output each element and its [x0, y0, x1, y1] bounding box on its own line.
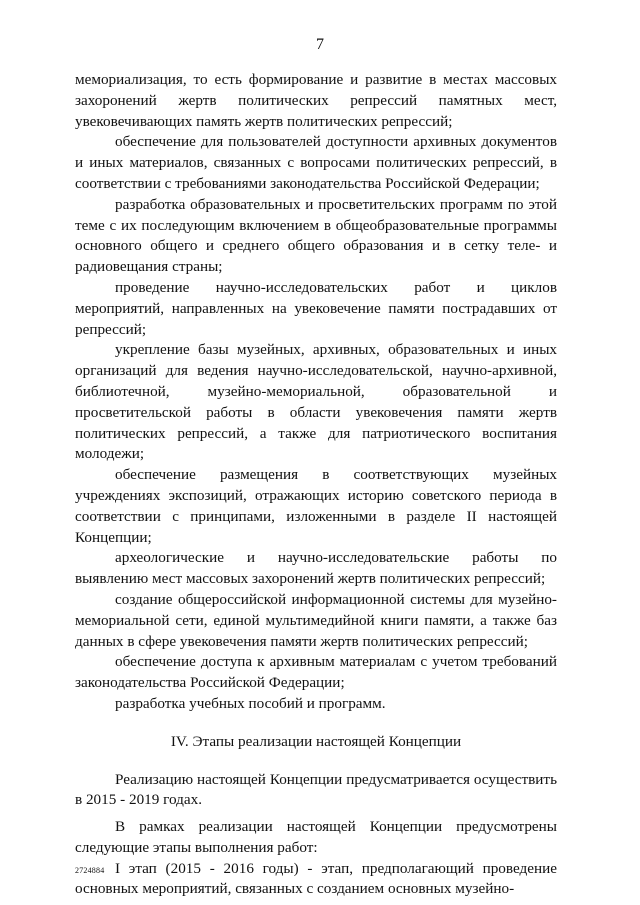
paragraph: разработка образовательных и просветительских программ по этой теме с их последующим включением в общеобразовательные программы основного общего и среднего общего образования и в сетку теле- и радиовещания страны;: [75, 195, 557, 276]
paragraph: обеспечение для пользователей доступности архивных документов и иных материалов, связанных с вопросами политических репрессий, в соответствии с требованиями законодательства Российской Федерации;: [75, 133, 557, 192]
paragraph: археологические и научно-исследовательские работы по выявлению мест массовых захоронений жертв политических репрессий;: [75, 549, 557, 588]
document-body: [75, 70, 557, 900]
paragraph: I этап (2015 - 2016 годы) - этап, предполагающий проведение основных мероприятий, связанных с созданием основных музейно-: [75, 859, 557, 898]
paragraph: обеспечение доступа к архивным материалам с учетом требований законодательства Российской Федерации;: [75, 653, 557, 692]
paragraph: создание общероссийской информационной системы для музейно-мемориальной сети, единой мультимедийной книги памяти, а также баз данных в сфере увековечения памяти жертв политических репрессий;: [75, 590, 557, 650]
paragraph: проведение научно-исследовательских работ и циклов мероприятий, направленных на увековечение памяти пострадавших от репрессий;: [75, 278, 557, 338]
section-heading: IV. Этапы реализации настоящей Концепции: [170, 732, 462, 750]
paragraph: мемориализация, то есть формирование и развитие в местах массовых захоронений жертв политических репрессий памятных мест, увековечивающих память жертв политических репрессий;: [75, 71, 557, 130]
paragraph: обеспечение размещения в соответствующих музейных учреждениях экспозиций, отражающих историю советского периода в соответствии с принципами, изложенными в разделе II настоящей Концепции;: [75, 466, 557, 546]
paragraph: разработка учебных пособий и программ.: [115, 694, 386, 712]
paragraph: В рамках реализации настоящей Концепции предусмотрены следующие этапы выполнения работ:: [75, 818, 557, 856]
paragraph: Реализацию настоящей Концепции предусматривается осуществить в 2015 - 2019 годах.: [75, 770, 557, 809]
document-code: 2724884: [75, 866, 105, 875]
page-number: 7: [316, 36, 324, 53]
paragraph: укрепление базы музейных, архивных, образовательных и иных организаций для ведения научно-исследовательской, научно-архивной, библиотечной, музейно-мемориальной, образовательной и просветительской работы в области увековечения памяти жертв политических репрессий, а также для патриотического воспитания молодежи;: [75, 341, 557, 463]
